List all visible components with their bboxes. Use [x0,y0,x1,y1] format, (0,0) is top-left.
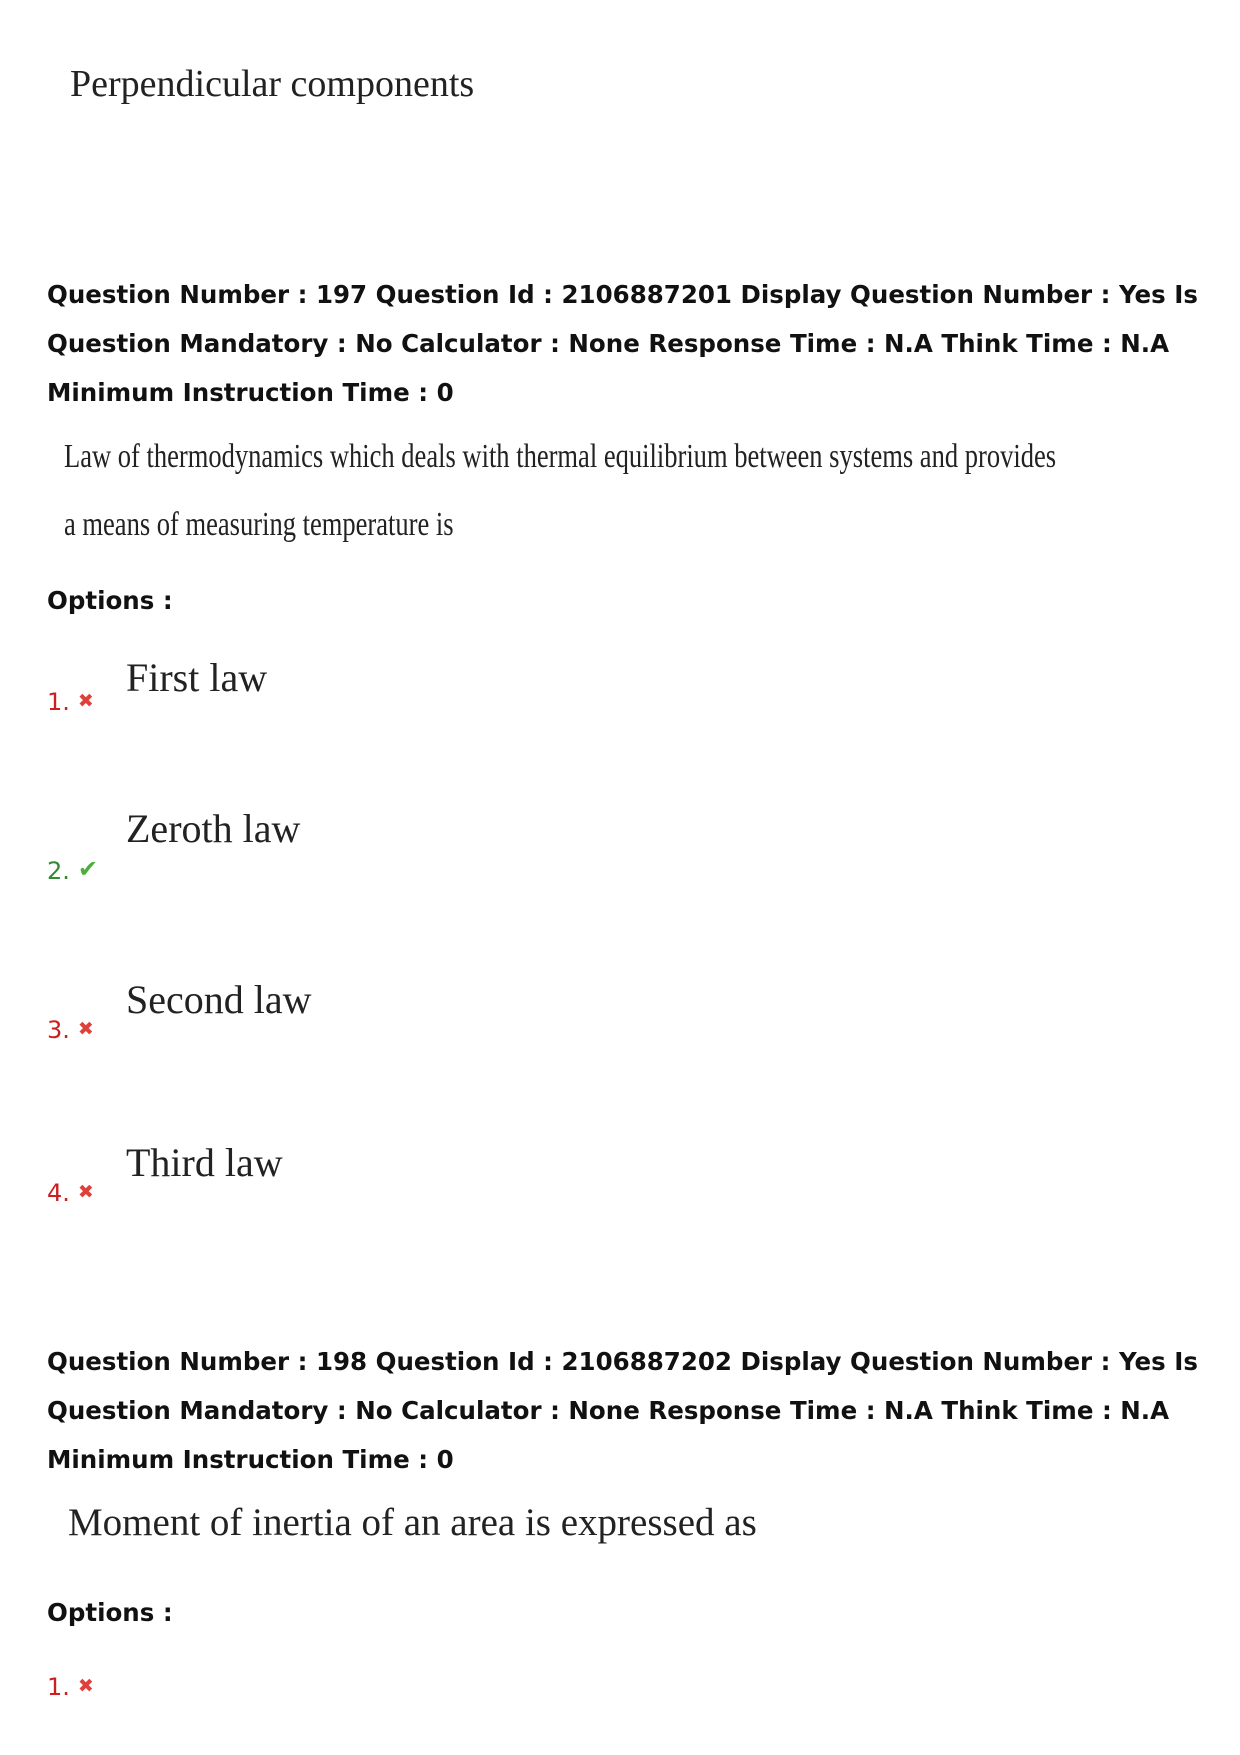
q197-option-4-text: Third law [126,1140,283,1185]
cross-icon: ✖ [77,1181,94,1203]
cross-icon: ✖ [77,690,94,712]
question-197-options-label: Options : [47,586,173,615]
option-number: 1. [47,688,70,716]
q197-option-2-text: Zeroth law [126,806,301,851]
q197-option-4-number [47,1179,94,1207]
q197-option-3-text: Second law [126,977,312,1022]
q198-option-1-number [47,1673,94,1701]
previous-option-text: Perpendicular components [70,63,475,105]
q197-option-1-number [47,688,94,716]
question-197-meta: Question Number : 197 Question Id : 2106887201 Display Question Number : Yes Is Question Mandatory : No Calculator : None Response Time : N.A Think Time : N.A Minimum Instruction Time : 0 [47,280,1198,407]
question-198-options-label: Options : [47,1598,173,1627]
option-number: 1. [47,1673,70,1701]
q197-option-3-number [47,1016,94,1044]
q197-option-1-text: First law [126,655,268,700]
q197-option-2-number [47,855,98,885]
option-number: 4. [47,1179,70,1207]
check-icon: ✔ [77,855,99,883]
cross-icon: ✖ [77,1675,94,1697]
question-197-line-1: Law of thermodynamics which deals with thermal equilibrium between systems and provides [64,438,1057,475]
question-197-text [64,438,1184,558]
question-198-text: Moment of inertia of an area is expressed as [68,1501,757,1544]
option-number: 2. [47,857,70,885]
question-197-line-2: a means of measuring temperature is [64,506,454,543]
cross-icon: ✖ [77,1018,94,1040]
question-198-meta: Question Number : 198 Question Id : 2106887202 Display Question Number : Yes Is Question Mandatory : No Calculator : None Response Time : N.A Think Time : N.A Minimum Instruction Time : 0 [47,1347,1198,1474]
option-number: 3. [47,1016,70,1044]
